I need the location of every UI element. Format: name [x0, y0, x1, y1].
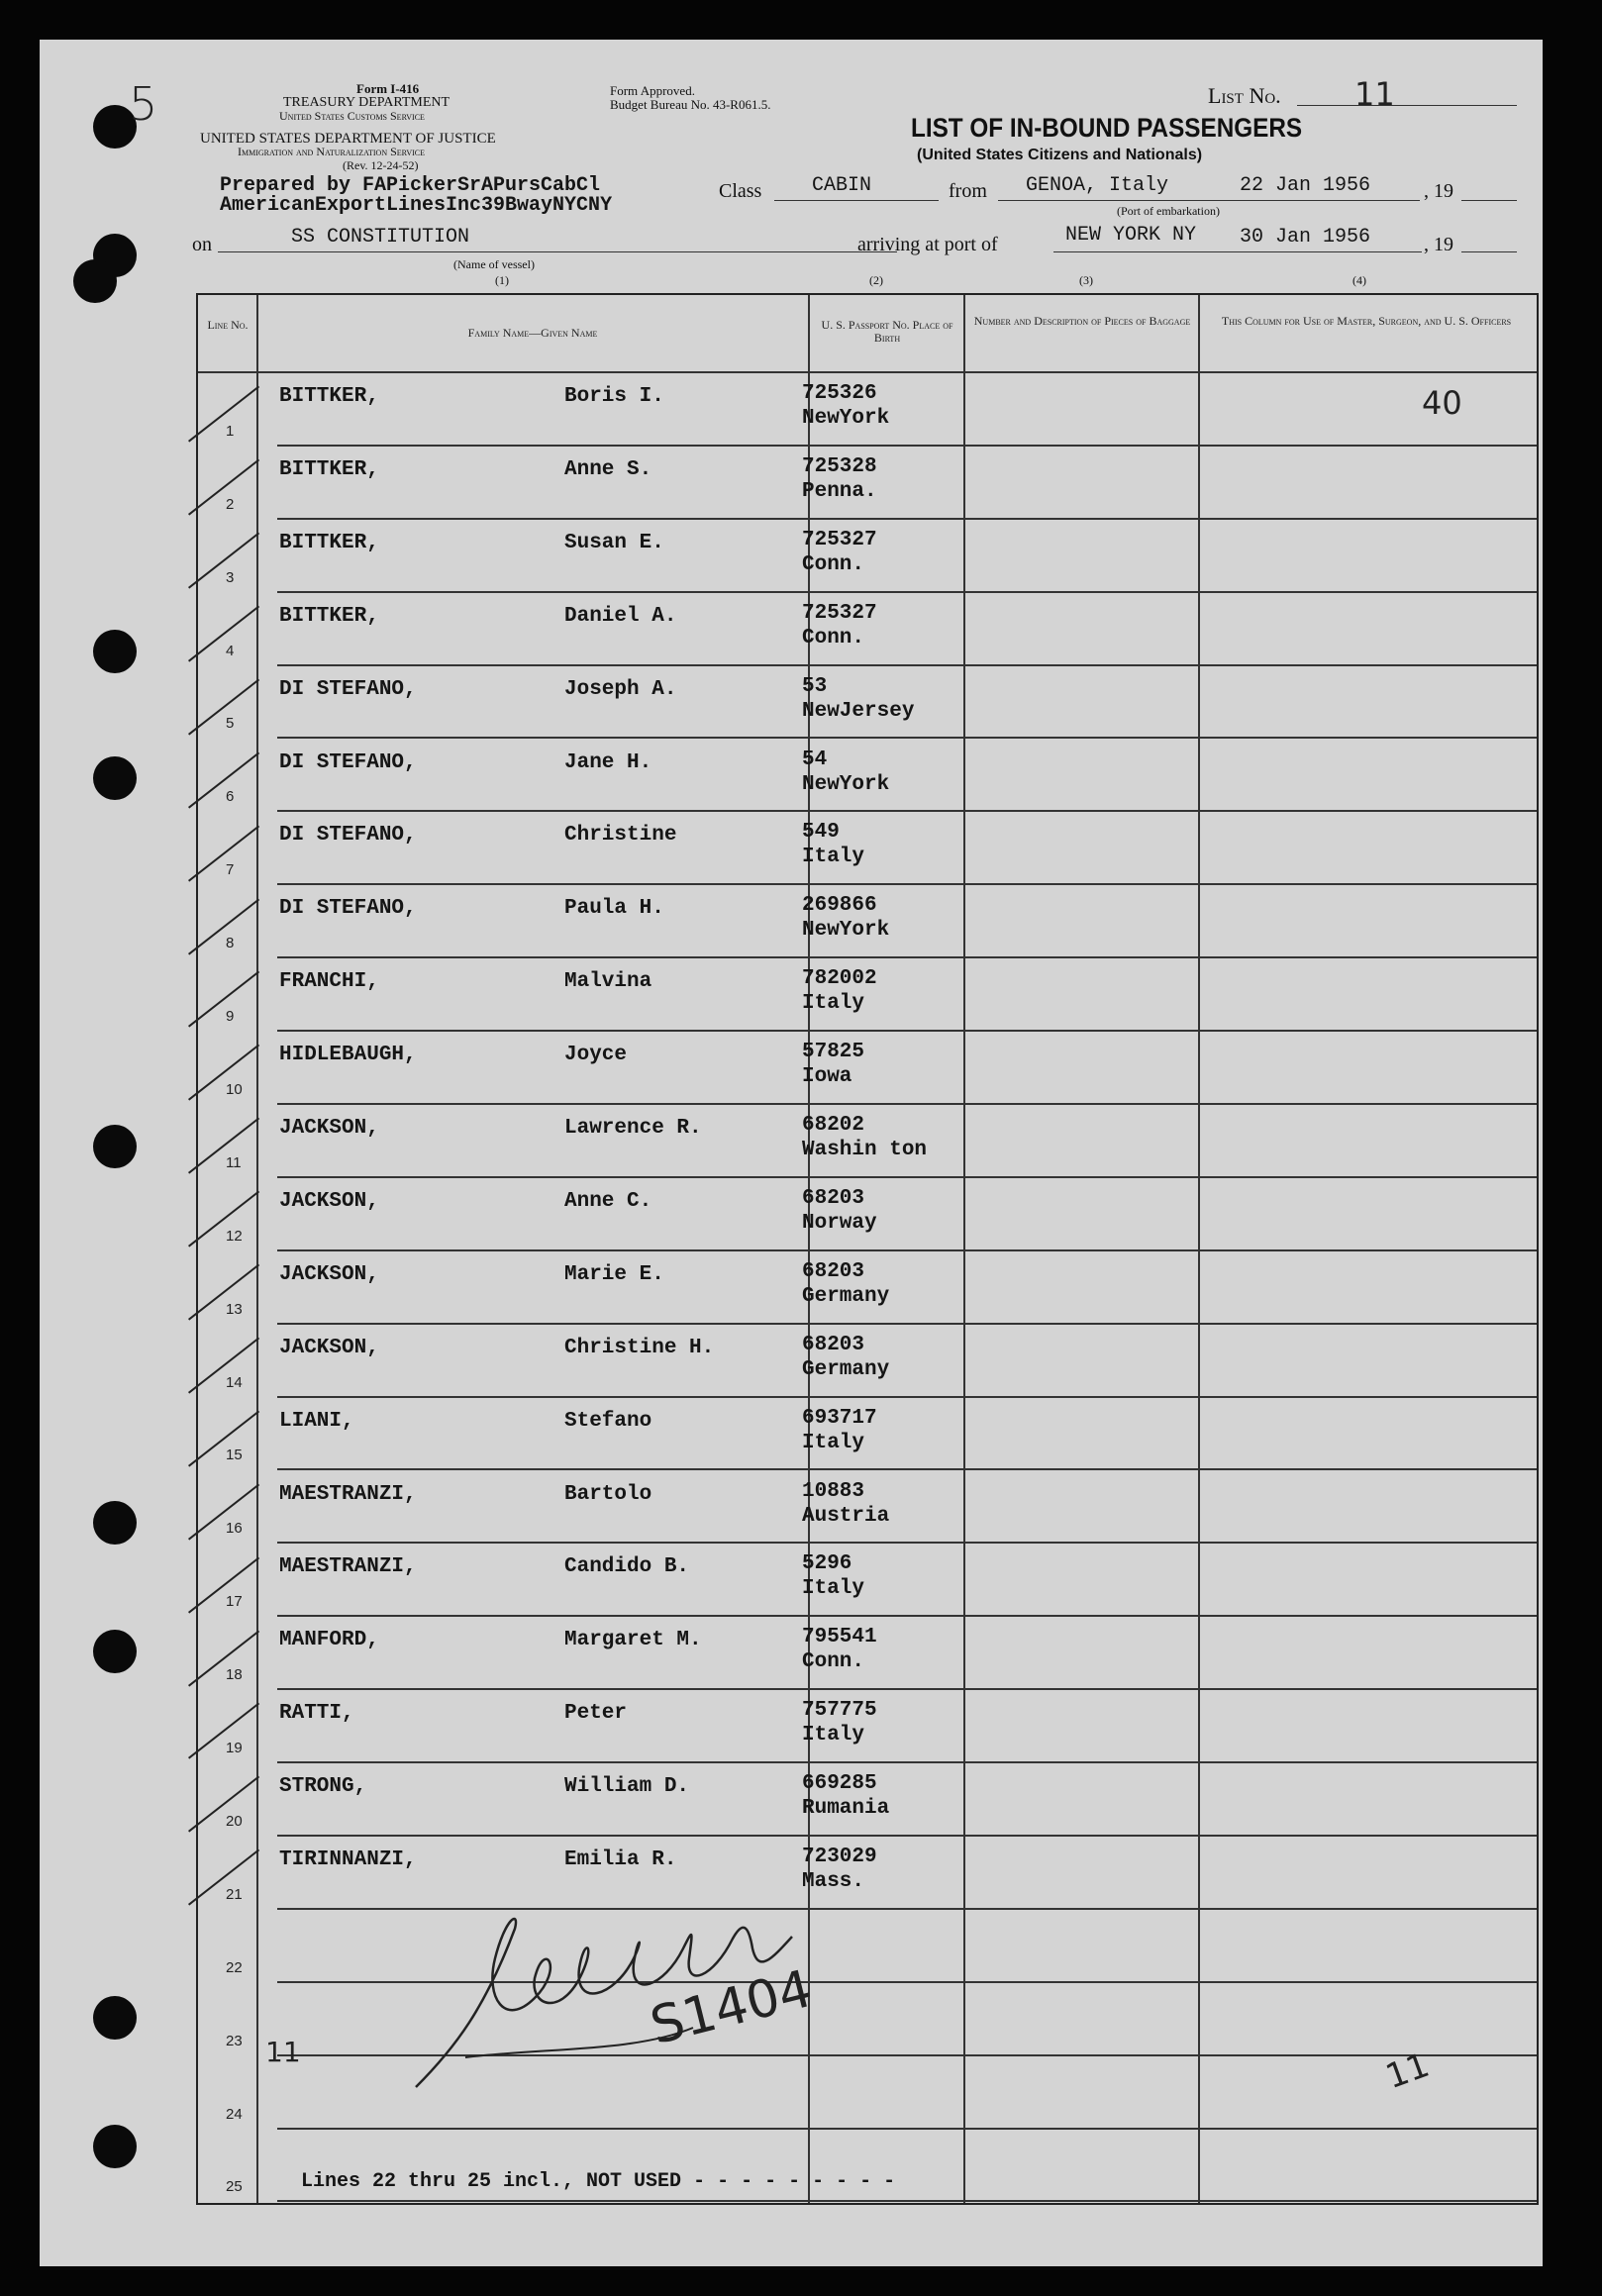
given-name: William D. — [564, 1775, 690, 1799]
passport-number: 693717 — [802, 1406, 877, 1430]
table-row — [198, 738, 1537, 811]
table-row — [198, 1761, 1537, 1835]
customs-service: United States Customs Service — [279, 109, 425, 123]
line-number: 24 — [226, 2105, 243, 2123]
given-name: Anne C. — [564, 1189, 652, 1213]
passport-number: 669285 — [802, 1772, 877, 1796]
family-name: RATTI, — [279, 1702, 354, 1726]
table-row — [198, 810, 1537, 883]
col-header-name: Family Name—Given Name — [467, 326, 598, 340]
line-number: 12 — [226, 1227, 243, 1245]
check-mark — [188, 1483, 259, 1540]
table-row — [198, 883, 1537, 956]
line-number: 1 — [226, 422, 235, 440]
passport-number: 53 — [802, 674, 828, 698]
family-name: STRONG, — [279, 1775, 367, 1799]
check-mark — [188, 898, 259, 954]
passport-number: 68203 — [802, 1333, 865, 1356]
year-label-2: , 19 — [1424, 234, 1453, 255]
birthplace: Italy — [802, 1577, 865, 1601]
family-name: BITTKER, — [279, 531, 379, 554]
check-mark — [188, 1410, 259, 1466]
punch-hole — [93, 1996, 137, 2040]
given-name: Christine — [564, 824, 677, 848]
table-row — [198, 591, 1537, 664]
birthplace: Italy — [802, 1431, 865, 1454]
check-mark — [188, 1337, 259, 1393]
check-mark — [188, 386, 259, 443]
given-name: Boris I. — [564, 385, 664, 408]
birthplace: Conn. — [802, 552, 865, 576]
given-name: Susan E. — [564, 531, 664, 554]
table-row — [198, 371, 1537, 445]
col-header-officers: This Column for Use of Master, Surgeon, and U. S. Officers — [1221, 314, 1512, 328]
family-name: MAESTRANZI, — [279, 1555, 417, 1579]
class-label: Class — [719, 180, 762, 202]
table-row — [198, 1176, 1537, 1249]
birthplace: NewYork — [802, 772, 890, 796]
vessel-caption: (Name of vessel) — [453, 257, 535, 271]
passport-number: 725327 — [802, 601, 877, 625]
line-number: 19 — [226, 1740, 243, 1757]
punch-hole — [93, 1125, 137, 1168]
form-title: LIST OF IN-BOUND PASSENGERS — [911, 113, 1303, 143]
family-name: MANFORD, — [279, 1629, 379, 1652]
line-number: 25 — [226, 2178, 243, 2196]
family-name: BITTKER, — [279, 385, 379, 408]
year-label-1: , 19 — [1424, 180, 1453, 202]
given-name: Joseph A. — [564, 677, 677, 701]
approval-line-2: Budget Bureau No. 43-R061.5. — [610, 97, 771, 112]
given-name: Peter — [564, 1702, 628, 1726]
top-mark: 5 — [129, 77, 158, 131]
birthplace: Austria — [802, 1504, 890, 1528]
family-name: JACKSON, — [279, 1189, 379, 1213]
line-number: 2 — [226, 495, 235, 513]
table-row — [198, 664, 1537, 738]
col-header-line-no: Line No. — [207, 318, 249, 332]
line-number: 16 — [226, 1520, 243, 1538]
line-number: 18 — [226, 1666, 243, 1684]
prepared-by-line-1: Prepared by FAPickerSrAPursCabCl — [220, 174, 601, 197]
arriving-label: arriving at port of — [857, 234, 998, 255]
birthplace: Washin ton — [802, 1139, 928, 1161]
on-label: on — [192, 234, 212, 255]
birthplace: Italy — [802, 992, 865, 1016]
line-number: 5 — [226, 715, 235, 733]
family-name: DI STEFANO, — [279, 897, 417, 921]
table-row — [198, 1323, 1537, 1396]
table-row — [198, 1030, 1537, 1103]
check-mark — [188, 605, 259, 661]
line-number: 22 — [226, 1958, 243, 1976]
colnum-4: (4) — [1352, 273, 1366, 287]
family-name: TIRINNANZI, — [279, 1848, 417, 1871]
passport-number: 68203 — [802, 1186, 865, 1210]
punch-hole — [93, 2125, 137, 2168]
check-mark — [188, 1118, 259, 1174]
birthplace: Rumania — [802, 1797, 890, 1821]
check-mark — [188, 751, 259, 808]
from-date: 22 Jan 1956 — [1240, 174, 1371, 197]
table-row — [198, 445, 1537, 518]
treasury-dept: TREASURY DEPARTMENT — [283, 95, 451, 110]
col-header-baggage: Number and Description of Pieces of Baggage — [973, 314, 1191, 328]
port-embarkation-caption: (Port of embarkation) — [1117, 204, 1220, 218]
family-name: MAESTRANZI, — [279, 1482, 417, 1506]
family-name: BITTKER, — [279, 457, 379, 481]
given-name: Joyce — [564, 1044, 628, 1067]
form-subtitle: (United States Citizens and Nationals) — [917, 147, 1203, 163]
list-no-label: List No. — [1208, 83, 1281, 108]
form-revision: (Rev. 12-24-52) — [343, 158, 419, 172]
passport-number: 795541 — [802, 1626, 877, 1649]
birthplace: Mass. — [802, 1870, 865, 1893]
line-number: 15 — [226, 1447, 243, 1464]
from-label: from — [949, 180, 987, 202]
check-mark — [188, 1630, 259, 1686]
punch-hole — [93, 756, 137, 800]
check-mark — [188, 1191, 259, 1248]
line-number: 10 — [226, 1080, 243, 1098]
family-name: LIANI, — [279, 1409, 354, 1433]
passport-number: 57825 — [802, 1041, 865, 1064]
footer-not-used-note: Lines 22 thru 25 incl., NOT USED - - - - - - - - - — [301, 2170, 896, 2193]
punch-hole — [93, 1630, 137, 1673]
birthplace: Germany — [802, 1284, 890, 1308]
given-name: Anne S. — [564, 457, 652, 481]
punch-hole — [93, 1501, 137, 1545]
line-number: 17 — [226, 1593, 243, 1611]
family-name: JACKSON, — [279, 1262, 379, 1286]
given-name: Jane H. — [564, 750, 652, 774]
passport-number: 725326 — [802, 382, 877, 405]
birthplace: Penna. — [802, 479, 877, 503]
passport-number: 782002 — [802, 967, 877, 991]
colnum-2: (2) — [869, 273, 883, 287]
check-mark — [188, 825, 259, 881]
corner-tally-mark: 11 — [1380, 2045, 1435, 2098]
class-value: CABIN — [812, 174, 872, 197]
passport-number: 10883 — [802, 1479, 865, 1503]
prepared-by-line-2: AmericanExportLinesInc39BwayNYCNY — [220, 194, 613, 217]
given-name: Stefano — [564, 1409, 652, 1433]
check-mark — [188, 1045, 259, 1101]
check-mark — [188, 971, 259, 1028]
from-value: GENOA, Italy — [1026, 174, 1169, 197]
line-number: 20 — [226, 1812, 243, 1830]
given-name: Bartolo — [564, 1482, 652, 1506]
birthplace: Germany — [802, 1357, 890, 1381]
check-mark — [188, 533, 259, 589]
line-number: 6 — [226, 788, 235, 806]
table-row — [198, 1615, 1537, 1688]
passport-number: 68203 — [802, 1259, 865, 1283]
line-number: 9 — [226, 1008, 235, 1026]
given-name: Margaret M. — [564, 1629, 702, 1652]
check-mark — [188, 1776, 259, 1833]
given-name: Malvina — [564, 970, 652, 994]
birthplace: NewYork — [802, 407, 890, 430]
line-number: 21 — [226, 1885, 243, 1903]
given-name: Christine H. — [564, 1336, 715, 1359]
family-name: DI STEFANO, — [279, 677, 417, 701]
colnum-1: (1) — [495, 273, 509, 287]
given-name: Paula H. — [564, 897, 664, 921]
birthplace: NewJersey — [802, 699, 915, 723]
check-mark — [188, 1703, 259, 1759]
passenger-table — [196, 293, 1539, 2205]
line-number: 4 — [226, 642, 235, 659]
table-row — [198, 956, 1537, 1030]
check-mark — [188, 459, 259, 516]
table-row — [198, 1249, 1537, 1323]
family-name: BITTKER, — [279, 604, 379, 628]
passport-number: 68202 — [802, 1114, 865, 1137]
family-name: FRANCHI, — [279, 970, 379, 994]
family-name: HIDLEBAUGH, — [279, 1044, 417, 1067]
birthplace: Italy — [802, 846, 865, 869]
given-name: Lawrence R. — [564, 1117, 702, 1140]
line-number: 3 — [226, 568, 235, 586]
punch-hole — [73, 259, 117, 303]
birthplace: Conn. — [802, 626, 865, 649]
left-tally-mark: 11 — [265, 2036, 301, 2068]
line-number: 7 — [226, 861, 235, 879]
check-mark — [188, 1556, 259, 1613]
given-name: Daniel A. — [564, 604, 677, 628]
check-mark — [188, 1264, 259, 1321]
passport-number: 725328 — [802, 454, 877, 478]
line-number: 11 — [226, 1153, 242, 1171]
punch-hole — [93, 630, 137, 673]
arrival-date: 30 Jan 1956 — [1240, 226, 1371, 249]
justice-dept: UNITED STATES DEPARTMENT OF JUSTICE — [200, 131, 496, 147]
table-row — [198, 1688, 1537, 1761]
passport-number: 5296 — [802, 1552, 852, 1576]
form-number: Form I-416 — [356, 81, 420, 96]
birthplace: Italy — [802, 1724, 865, 1747]
check-mark — [188, 1849, 259, 1906]
official-signature — [396, 1849, 812, 2107]
line-number: 8 — [226, 935, 235, 952]
passport-number: 757775 — [802, 1699, 877, 1723]
line-number: 14 — [226, 1373, 243, 1391]
table-row — [198, 518, 1537, 591]
vessel-name: SS CONSTITUTION — [291, 226, 470, 249]
passport-number: 549 — [802, 821, 840, 845]
colnum-3: (3) — [1079, 273, 1093, 287]
approval-line-1: Form Approved. — [610, 83, 695, 98]
family-name: JACKSON, — [279, 1117, 379, 1140]
signature-note: S1404 — [645, 1958, 819, 2057]
list-no-value: 11 — [1354, 75, 1395, 113]
family-name: DI STEFANO, — [279, 824, 417, 848]
given-name: Marie E. — [564, 1262, 664, 1286]
line-number: 13 — [226, 1300, 243, 1318]
passport-number: 54 — [802, 748, 828, 771]
passport-number: 269866 — [802, 894, 877, 918]
line-number: 23 — [226, 2032, 243, 2049]
passport-number: 725327 — [802, 528, 877, 551]
given-name: Candido B. — [564, 1555, 690, 1579]
table-row — [198, 1396, 1537, 1469]
arrival-port: NEW YORK NY — [1065, 224, 1197, 247]
check-mark — [188, 678, 259, 735]
ins-service: Immigration and Naturalization Service — [238, 145, 426, 158]
birthplace: Conn. — [802, 1650, 865, 1674]
col-header-passport: U. S. Passport No. Place of Birth — [821, 318, 953, 345]
family-name: DI STEFANO, — [279, 750, 417, 774]
table-row — [198, 1103, 1537, 1176]
birthplace: Iowa — [802, 1065, 852, 1089]
passport-number: 723029 — [802, 1846, 877, 1868]
birthplace: Norway — [802, 1211, 877, 1235]
table-row — [198, 1542, 1537, 1615]
table-row — [198, 1469, 1537, 1543]
birthplace: NewYork — [802, 919, 890, 943]
given-name: Emilia R. — [564, 1848, 677, 1871]
officer-count-mark: 40 — [1422, 384, 1462, 422]
family-name: JACKSON, — [279, 1336, 379, 1359]
